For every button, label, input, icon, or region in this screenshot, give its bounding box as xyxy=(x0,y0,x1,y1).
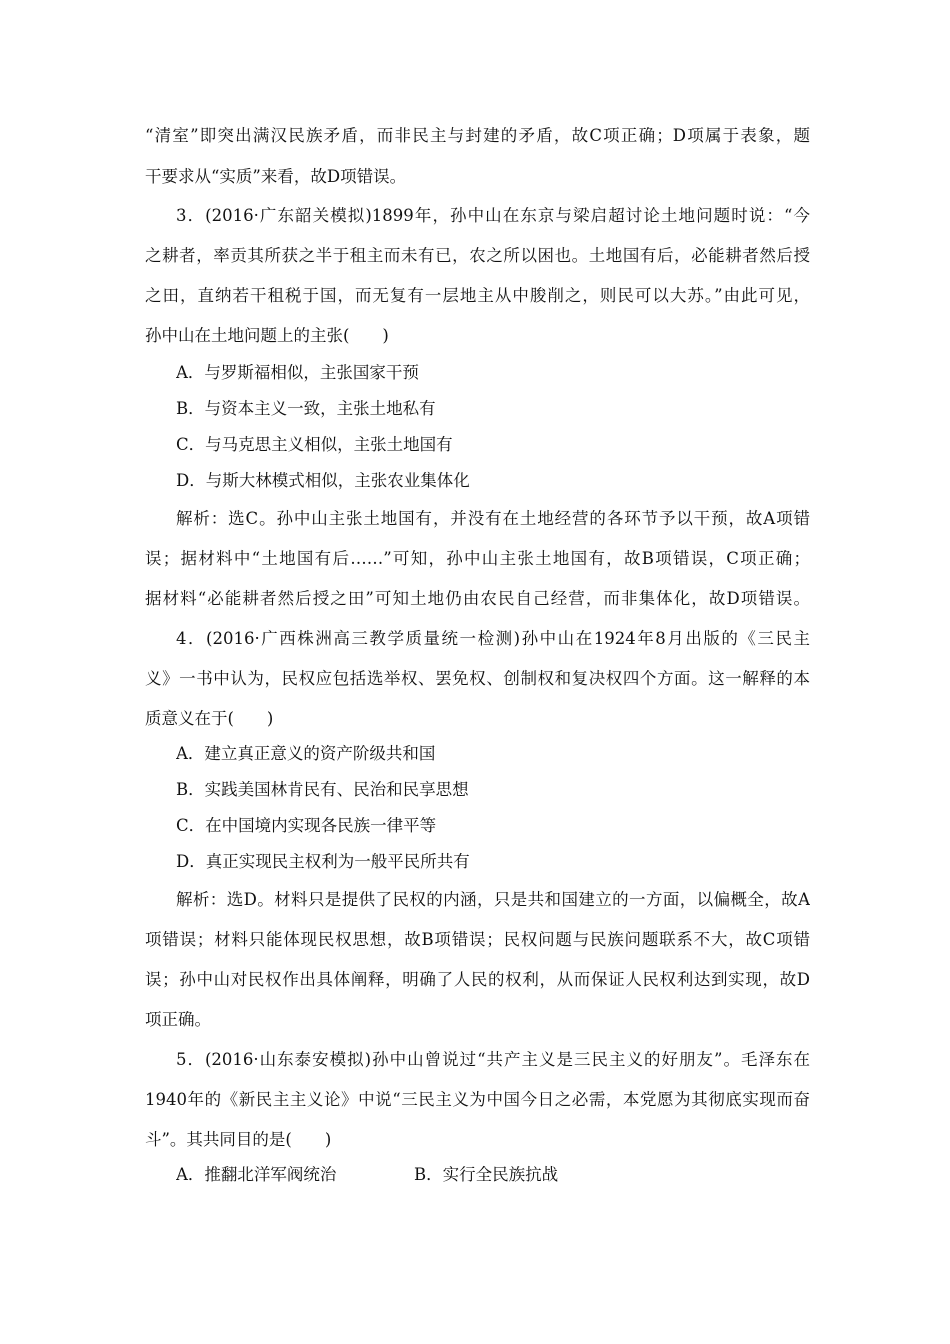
text-line: 孙中山在土地问题上的主张( ) xyxy=(145,326,389,345)
text-line: 之田，直纳若干租税于国，而无复有一层地主从中朘削之，则民可以大苏。”由此可见， xyxy=(145,286,810,305)
question-4-stem: 4．(2016·广西株洲高三教学质量统一检测)孙中山在1924年8月出版的《三民主 xyxy=(176,629,810,648)
option-d: D．真正实现民主权利为一般平民所共有 xyxy=(176,852,470,871)
text-line: 据材料“必能耕者然后授之田”可知土地仍由农民自己经营，而非集体化，故D项错误。 xyxy=(145,589,810,608)
text-line: 义》一书中认为，民权应包括选举权、罢免权、创制权和复决权四个方面。这一解释的本 xyxy=(145,669,810,688)
text-line: 质意义在于( ) xyxy=(145,709,274,728)
text-line: “清室”即突出满汉民族矛盾，而非民主与封建的矛盾，故C项正确；D项属于表象，题 xyxy=(145,126,810,145)
text-line: 误；孙中山对民权作出具体阐释，明确了人民的权利，从而保证人民权利达到实现，故D xyxy=(145,970,810,989)
option-a: A．与罗斯福相似，主张国家干预 xyxy=(176,363,419,382)
text-line: 斗”。其共同目的是( ) xyxy=(145,1130,332,1149)
text-line: 1940年的《新民主主义论》中说“三民主义为中国今日之必需，本党愿为其彻底实现而奋 xyxy=(145,1090,810,1109)
option-d: D．与斯大林模式相似，主张农业集体化 xyxy=(176,471,470,490)
option-a: A．推翻北洋军阀统治 xyxy=(176,1165,337,1184)
option-c: C．在中国境内实现各民族一律平等 xyxy=(176,816,437,835)
option-c: C．与马克思主义相似，主张土地国有 xyxy=(176,435,453,454)
text-line: 干要求从“实质”来看，故D项错误。 xyxy=(145,167,407,186)
text-line: 项错误；材料只能体现民权思想，故B项错误；民权问题与民族问题联系不大，故C项错 xyxy=(145,930,810,949)
option-a: A．建立真正意义的资产阶级共和国 xyxy=(176,744,436,763)
text-line: 误；据材料中“土地国有后……”可知，孙中山主张土地国有，故B项错误，C项正确； xyxy=(145,549,810,568)
answer-analysis: 解析：选D。材料只是提供了民权的内涵，只是共和国建立的一方面，以偏概全，故A xyxy=(176,890,810,909)
answer-analysis: 解析：选C。孙中山主张土地国有，并没有在土地经营的各环节予以干预，故A项错 xyxy=(176,509,810,528)
option-b: B．实行全民族抗战 xyxy=(414,1165,559,1184)
question-3-stem: 3．(2016·广东韶关模拟)1899年，孙中山在东京与梁启超讨论土地问题时说：“今 xyxy=(176,206,810,225)
option-b: B．与资本主义一致，主张土地私有 xyxy=(176,399,436,418)
text-line: 之耕者，率贡其所获之半于租主而未有已，农之所以困也。土地国有后，必能耕者然后授 xyxy=(145,246,810,265)
text-line: 项正确。 xyxy=(145,1010,211,1029)
option-b: B．实践美国林肯民有、民治和民享思想 xyxy=(176,780,469,799)
question-5-stem: 5．(2016·山东泰安模拟)孙中山曾说过“共产主义是三民主义的好朋友”。毛泽东在 xyxy=(176,1050,810,1069)
